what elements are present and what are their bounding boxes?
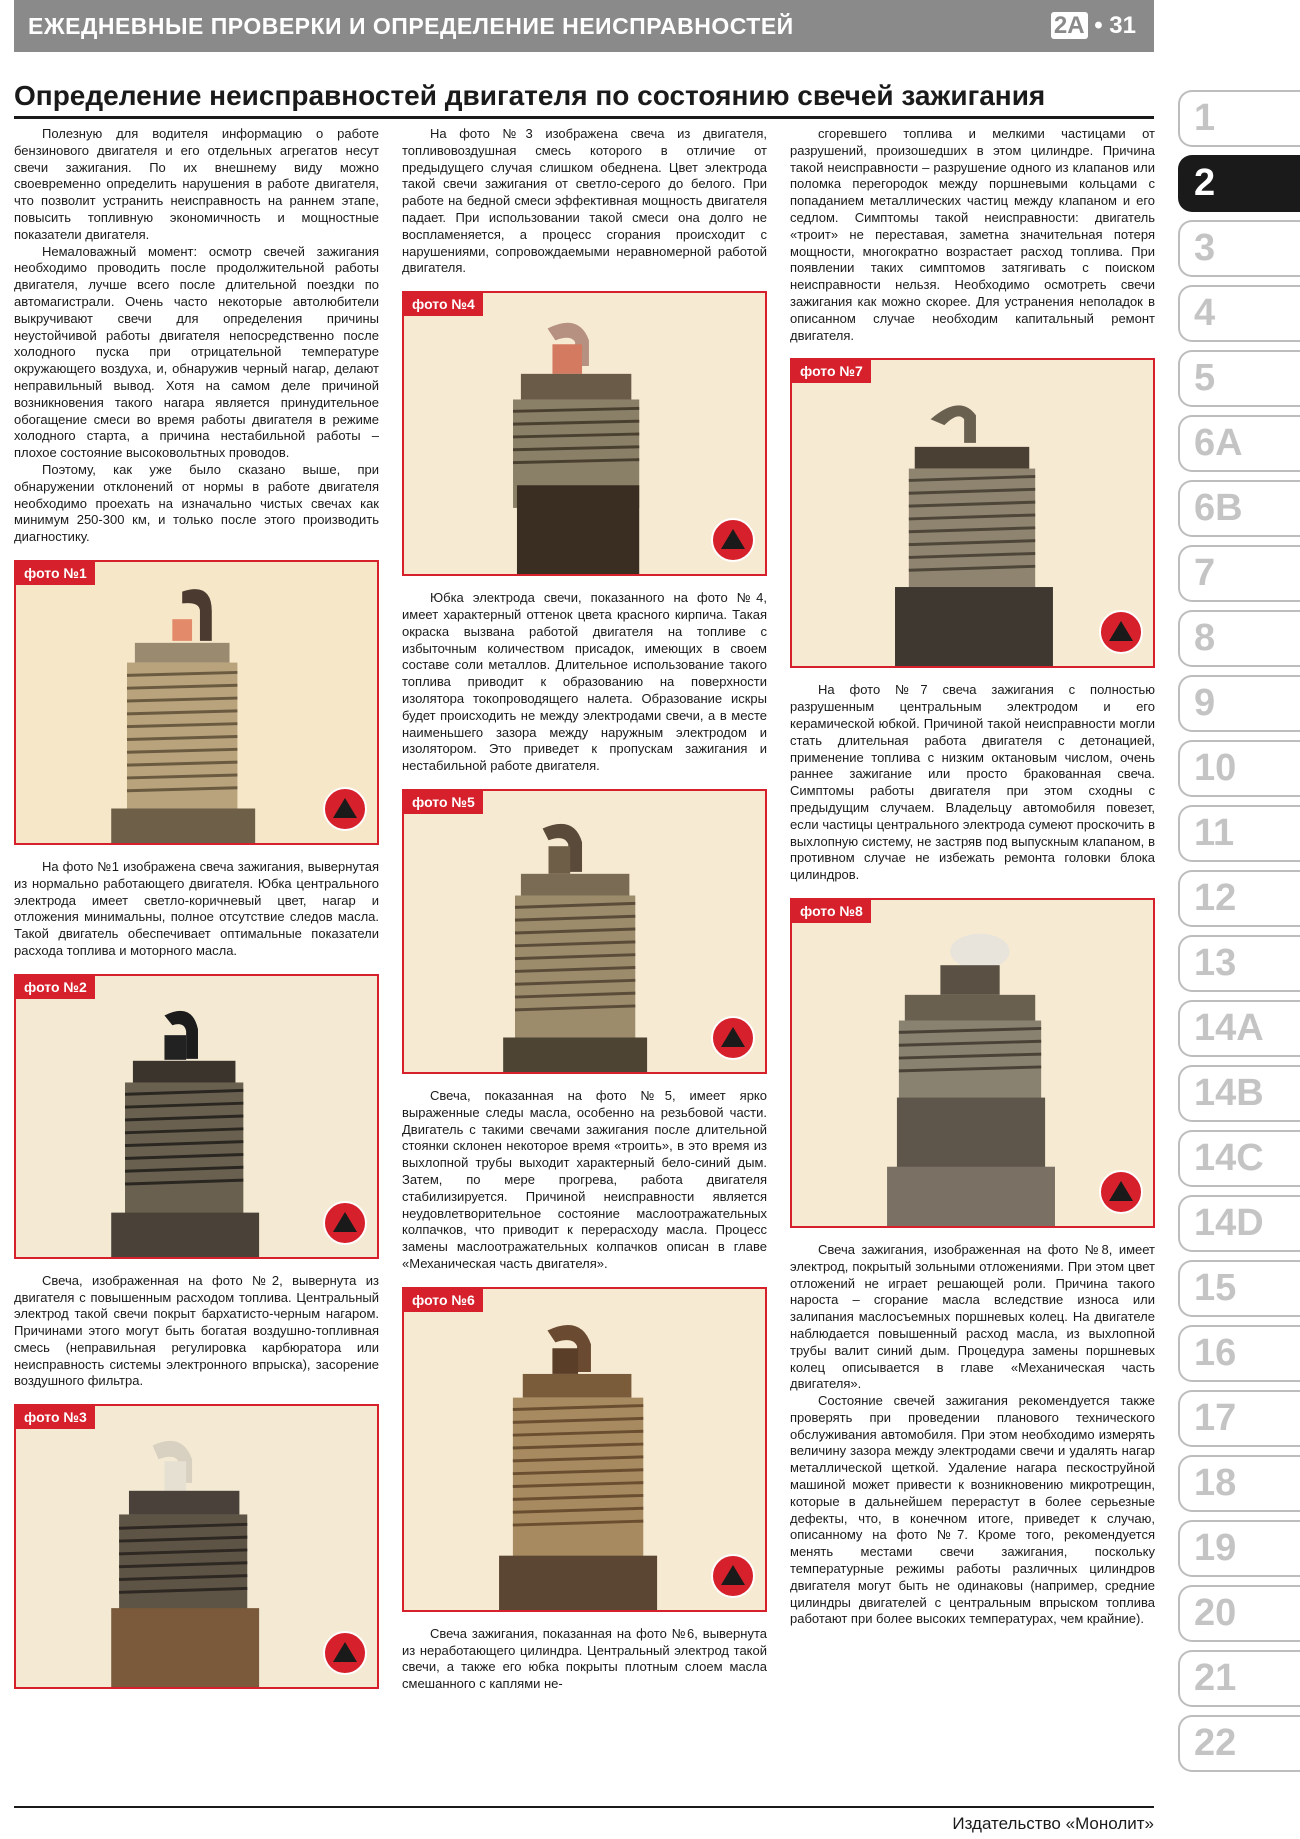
photo-label: фото №7 (792, 360, 871, 383)
photo-7 (790, 358, 1155, 668)
paragraph: Состояние свечей зажигания рекомендуется также проверять при проведении планового технического обслуживания автомобиля. При этом необходимо измерять величину зазора между электродами свечи и удалять нагар металлической щеткой. Удаление нагара пескоструйной машиной может привести к возникновению микротрещин, которые в дальнейшем перерастут в более серьезные дефекты, что, в конечном итоге, приведет к случаю, описанному на фото №7. Кроме того, рекомендуется менять местами свечи зажигания, поскольку температурные режимы работы различных цилиндров двигателя могут быть не одинаковы (например, средние цилиндры двигателей с центральным впрыском топлива работают при более высоких температурах, чем крайние). (790, 1393, 1155, 1627)
chapter-tab-17[interactable]: 17 (1178, 1390, 1300, 1447)
chapter-tab-10[interactable]: 10 (1178, 740, 1300, 797)
paragraph: Свеча зажигания, изображенная на фото №8, имеет электрод, покрытый зольными отложениями. При этом цвет отложений не играет решающей роли. Причина такого нароста – сгорание масла вследствие износа или залипания маслосъемных поршневых колец. На двигателе наблюдается повышенный расход масла, из выхлопной трубы валит синий дым. Процедура замены поршневых колец описывается в главе «Механическая часть двигателя». (790, 1241, 1155, 1392)
chapter-tab-14b[interactable]: 14B (1178, 1065, 1300, 1122)
chapter-tab-21[interactable]: 21 (1178, 1650, 1300, 1707)
paragraph: На фото №1 изображена свеча зажигания, вывернутая из нормально работающего двигателя. Юбка центрального электрода имеет светло-коричневый цвет, нагар и отложения минимальны, полное отсутствие следов масла. Такой двигатель обеспечивает оптимальные показатели расхода топлива и моторного масла. (14, 858, 379, 958)
spark-plug-image (404, 1289, 765, 1610)
chapter-tab-8[interactable]: 8 (1178, 610, 1300, 667)
page-number: 2A • 31 (1051, 12, 1154, 40)
chapter-tab-7[interactable]: 7 (1178, 545, 1300, 602)
paragraph: сгоревшего топлива и мелкими частицами от разрушений, произошедших в этом цилиндре. Причина такой неисправности – разрушение одного из клапанов или поломка перегородок между поршневыми кольцами с попаданием металлических частиц между клапаном и его седлом. Симптомы такой неисправности: двигатель «троит» не переставая, заметна значительная потеря мощности, многократно возрастает расход топлива. При появлении таких симптомов затягивать с поиском неисправности нельзя. Необходимо осмотреть свечи зажигания как можно скорее. Для устранения неполадок в описанном случае необходим капитальный ремонт двигателя. (790, 126, 1155, 343)
publisher-credit: Издательство «Монолит» (952, 1814, 1154, 1833)
photo-label: фото №1 (16, 562, 95, 585)
column-3 (790, 126, 1155, 1628)
paragraph: Немаловажный момент: осмотр свечей зажигания необходимо проводить после продолжительной работы двигателя, лучше всего после длительной поездки по автомагистрали. Очень часто некоторые автолюбители выкручивают свечи для определения причины неустойчивой работы двигателя непосредственно после холодного пуска при отрицательной температуре окружающего воздуха, и, обнаружив черный нагар, делают неправильный вывод. Хотя на самом деле причиной возникновения такого нагара является принудительное обогащение смеси во время работы двигателя в режиме холодного старта, а причина нестабильной работы – плохое состояние высоковольтных проводов. (14, 243, 379, 461)
photo-label: фото №6 (404, 1289, 483, 1312)
chapter-tab-14d[interactable]: 14D (1178, 1195, 1300, 1252)
header-bar (14, 0, 1154, 52)
chapter-tab-2[interactable]: 2 (1178, 155, 1300, 212)
paragraph: На фото №3 изображена свеча из двигателя, топливовоздушная смесь которого в отличие от предыдущего случая слишком обеднена. Цвет электрода такой свечи зажигания от светло-серого до белого. При работе на бедной смеси эффективная мощность двигателя падает. При использовании такой смеси она долго не воспламеняется, а процесс сгорания происходит с нарушениями, сопровождаемыми неравномерной работой двигателя. (402, 126, 767, 276)
photo-label: фото №3 (16, 1406, 95, 1429)
spark-plug-image (16, 976, 377, 1257)
chapter-tab-9[interactable]: 9 (1178, 675, 1300, 732)
spark-plug-image (16, 562, 377, 843)
chapter-tab-6b[interactable]: 6B (1178, 480, 1300, 537)
photo-5 (402, 789, 767, 1074)
paragraph: Поэтому, как уже было сказано выше, при обнаружении отклонений от нормы в работе двигателя необходимо проехать на изначально чистых свечах как минимум 250-300 км, и только после этого производить диагностику. (14, 461, 379, 545)
chapter-tab-18[interactable]: 18 (1178, 1455, 1300, 1512)
paragraph: Юбка электрода свечи, показанного на фото №4, имеет характерный оттенок цвета красного кирпича. Такая окраска вызвана работой двигателя на топливе с избыточным количеством присадок, имеющих в своем составе соли металлов. Длительное использование такого топлива приводит к образованию на поверхности изолятора токопроводящего налета. Образование искры будет происходить не между электродами свечи, а в месте наименьшего зазора между наружным электродом и изолятором. Это приведет к пропускам зажигания и нестабильной работе двигателя. (402, 590, 767, 774)
paragraph: Свеча зажигания, показанная на фото №6, вывернута из неработающего цилиндра. Центральный электрод такой свечи, а также его юбка покрыты плотным слоем масла смешанного с каплями не- (402, 1625, 767, 1692)
chapter-tab-1[interactable]: 1 (1178, 90, 1300, 147)
photo-8 (790, 898, 1155, 1228)
chapter-badge: 2A (1051, 12, 1088, 39)
chapter-tabs (1178, 90, 1300, 1780)
chapter-tab-3[interactable]: 3 (1178, 220, 1300, 277)
chapter-tab-14a[interactable]: 14A (1178, 1000, 1300, 1057)
spark-plug-image (792, 360, 1153, 666)
spark-plug-image (16, 1406, 377, 1687)
spark-plug-image (404, 791, 765, 1072)
brand-logo (1099, 1170, 1143, 1214)
title-divider (14, 116, 1154, 119)
page-title: Определение неисправностей двигателя по состоянию свечей зажигания (14, 80, 1046, 111)
chapter-tab-20[interactable]: 20 (1178, 1585, 1300, 1642)
spark-plug-image (792, 900, 1153, 1226)
chapter-tab-19[interactable]: 19 (1178, 1520, 1300, 1577)
photo-1 (14, 560, 379, 845)
brand-logo (323, 787, 367, 831)
photo-label: фото №4 (404, 293, 483, 316)
brand-logo (711, 1016, 755, 1060)
chapter-tab-12[interactable]: 12 (1178, 870, 1300, 927)
chapter-tab-13[interactable]: 13 (1178, 935, 1300, 992)
chapter-tab-15[interactable]: 15 (1178, 1260, 1300, 1317)
photo-3 (14, 1404, 379, 1689)
photo-label: фото №2 (16, 976, 95, 999)
chapter-tab-6a[interactable]: 6A (1178, 415, 1300, 472)
spark-plug-image (404, 293, 765, 574)
page-number-value: 31 (1109, 12, 1136, 39)
column-2 (402, 126, 767, 1693)
brand-logo (323, 1631, 367, 1675)
column-1 (14, 126, 379, 1703)
paragraph: Свеча, показанная на фото №5, имеет ярко выраженные следы масла, особенно на резьбовой части. Двигатель с такими свечами зажигания после длительной стоянки склонен некоторое время «троить», в это время из выхлопной трубы выходит характерный бело-синий дым. Затем, по мере прогрева, работа двигателя стабилизируется. Причиной неисправности является неудовлетворительное состояние маслоотражательных колпачков, что приводит к перерасходу масла. Процесс замены маслоотражательных колпачков описан в главе «Механическая часть двигателя». (402, 1087, 767, 1271)
photo-6 (402, 1287, 767, 1612)
chapter-tab-22[interactable]: 22 (1178, 1715, 1300, 1772)
chapter-tab-16[interactable]: 16 (1178, 1325, 1300, 1382)
photo-4 (402, 291, 767, 576)
photo-label: фото №5 (404, 791, 483, 814)
photo-label: фото №8 (792, 900, 871, 923)
photo-2 (14, 974, 379, 1259)
chapter-tab-4[interactable]: 4 (1178, 285, 1300, 342)
brand-logo (323, 1201, 367, 1245)
paragraph: Свеча, изображенная на фото №2, вывернута из двигателя с повышенным расходом топлива. Центральный электрод такой свечи покрыт бархатисто-черным нагаром. Причинами этого могут быть богатая воздушно-топливная смесь (неправильная регулировка карбюратора или неисправность системы электронного впрыска), засорение воздушного фильтра. (14, 1272, 379, 1389)
chapter-tab-11[interactable]: 11 (1178, 805, 1300, 862)
footer-divider (14, 1806, 1154, 1808)
brand-logo (711, 1554, 755, 1598)
chapter-tab-14c[interactable]: 14C (1178, 1130, 1300, 1187)
header-title: ЕЖЕДНЕВНЫЕ ПРОВЕРКИ И ОПРЕДЕЛЕНИЕ НЕИСПРАВНОСТЕЙ (28, 12, 794, 39)
paragraph: Полезную для водителя информацию о работе бензинового двигателя и его отдельных агрегатов несут свечи зажигания. По их внешнему виду можно своевременно определить нарушения в работе двигателя, что позволит устранить неисправность на раннем этапе, повысить топливную экономичность и мощностные показатели двигателя. (14, 126, 379, 242)
paragraph: На фото №7 свеча зажигания с полностью разрушенным центральным электродом и его керамической юбкой. Причиной такой неисправности могли стать длительная работа двигателя с детонацией, применение топлива с низким октановым числом, очень раннее зажигание или просто бракованная свеча. Симптомы работы двигателя при этом сходны с предыдущим случаем. Владельцу автомобиля повезет, если частицы центрального электрода сумеют проскочить в выхлопную систему, не застряв под выпускным клапаном, в противном случае не избежать ремонта головки блока цилиндров. (790, 682, 1155, 883)
brand-logo (711, 518, 755, 562)
chapter-tab-5[interactable]: 5 (1178, 350, 1300, 407)
